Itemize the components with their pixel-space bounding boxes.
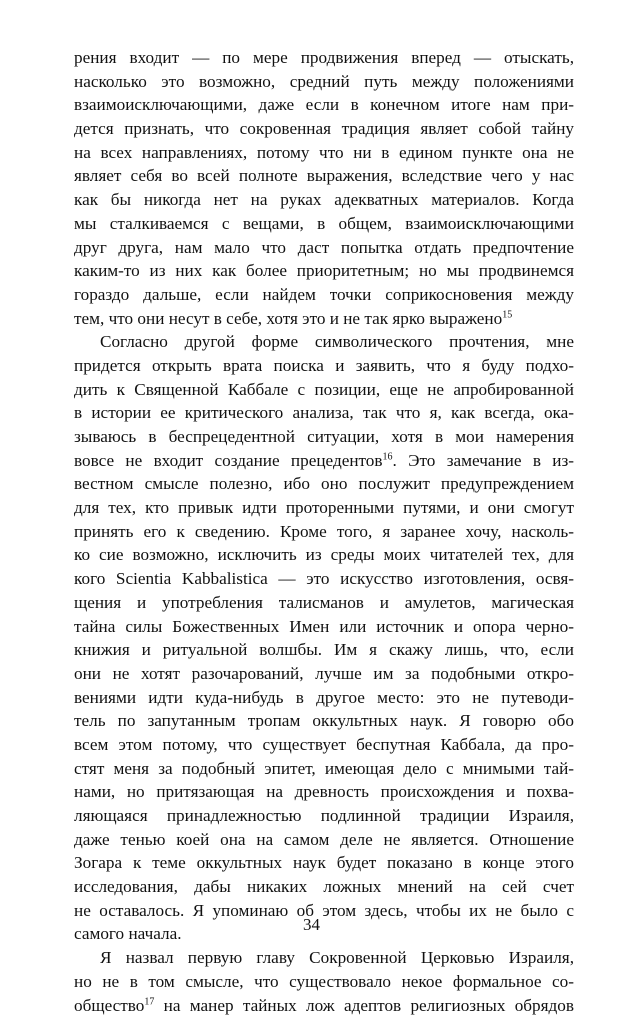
text-line	[74, 994, 574, 1017]
line-text: вовсе не входит создание прецедентов	[74, 451, 383, 470]
text-line	[74, 259, 574, 283]
line-text: тайна силы Божественных Имен или источник и опора черно-	[74, 617, 574, 636]
text-line	[74, 401, 574, 425]
line-text: Зогара к теме оккультных наук будет показано в конце этого	[74, 853, 574, 872]
text-line	[74, 378, 574, 402]
paragraph	[74, 46, 574, 330]
line-text: насколько это возможно, средний путь между положениями	[74, 72, 574, 91]
line-text: друг друга, нам мало что даст попытка отдать предпочтение	[74, 238, 574, 257]
text-line	[74, 615, 574, 639]
footnote-marker: 16	[383, 451, 393, 462]
text-line	[74, 638, 574, 662]
text-line	[74, 164, 574, 188]
line-text: дется признать, что сокровенная традиция являет собой тайну	[74, 119, 574, 138]
line-text: взаимоисключающими, даже если в конечном итоге нам при-	[74, 95, 574, 114]
page-number: 34	[0, 915, 623, 935]
text-line	[74, 591, 574, 615]
line-text-tail: на манер тайных лож адептов религиозных обрядов	[154, 996, 574, 1015]
line-text: Согласно другой форме символического прочтения, мне	[100, 332, 574, 351]
paragraph	[74, 946, 574, 1017]
footnote-marker: 17	[144, 996, 154, 1007]
text-line	[74, 212, 574, 236]
paragraph	[74, 330, 574, 946]
line-text: самого начала.	[74, 924, 182, 943]
text-line	[74, 686, 574, 710]
line-text: вениями идти куда-нибудь в другое место: это не путеводи-	[74, 688, 574, 707]
text-line	[74, 117, 574, 141]
line-text: нами, но притязающая на древность происхождения и похва-	[74, 782, 574, 801]
text-line	[74, 472, 574, 496]
text-line	[74, 354, 574, 378]
text-line	[74, 875, 574, 899]
line-text: в истории ее критического анализа, так что я, как всегда, ока-	[74, 403, 574, 422]
text-line	[74, 449, 574, 473]
line-text: ко сие возможно, исключить из среды моих читателей тех, для	[74, 545, 574, 564]
line-text: зываюсь в беспрецедентной ситуации, хотя в мои намерения	[74, 427, 574, 446]
text-line	[74, 188, 574, 212]
text-line	[74, 307, 574, 331]
text-line	[74, 520, 574, 544]
line-text: даже тенью коей она на самом деле не является. Отношение	[74, 830, 574, 849]
text-line	[74, 93, 574, 117]
text-line	[74, 804, 574, 828]
line-text: не оставалось. Я упоминаю об этом здесь, чтобы их не было с	[74, 901, 574, 920]
text-line	[74, 496, 574, 520]
line-text: тель по запутанным тропам оккультных наук. Я говорю обо	[74, 711, 574, 730]
line-text: рения входит — по мере продвижения вперед — отыскать,	[74, 48, 574, 67]
text-line	[74, 283, 574, 307]
line-text: как бы никогда нет на руках адекватных материалов. Когда	[74, 190, 574, 209]
text-line	[74, 141, 574, 165]
line-text: принять его к сведению. Кроме того, я заранее хочу, насколь-	[74, 522, 574, 541]
text-line	[74, 662, 574, 686]
line-text: на всех направлениях, потому что ни в едином пункте она не	[74, 143, 574, 162]
line-text: мы сталкиваемся с вещами, в общем, взаимоисключающими	[74, 214, 574, 233]
text-line	[74, 70, 574, 94]
text-line	[74, 828, 574, 852]
line-text: являет себя во всей полноте выражения, вследствие чего у нас	[74, 166, 574, 185]
text-line	[74, 780, 574, 804]
text-line	[74, 236, 574, 260]
text-line	[74, 567, 574, 591]
line-text: кого Scientia Kabbalistica — это искусство изготовления, освя-	[74, 569, 574, 588]
text-line	[74, 733, 574, 757]
text-line	[74, 946, 574, 970]
line-text: для тех, кто привык идти проторенными путями, и они смогут	[74, 498, 574, 517]
line-text: каким-то из них как более приоритетным; но мы продвинемся	[74, 261, 574, 280]
line-text: книжия и ритуальной волшбы. Им я скажу лишь, что, если	[74, 640, 574, 659]
text-line	[74, 425, 574, 449]
line-text: ляющаяся принадлежностью подлинной традиции Израиля,	[74, 806, 574, 825]
text-line	[74, 46, 574, 70]
line-text: дить к Священной Каббале с позиции, еще не апробированной	[74, 380, 574, 399]
line-text: всем этом потому, что существует беспутная Каббала, да про-	[74, 735, 574, 754]
text-line	[74, 330, 574, 354]
text-line	[74, 543, 574, 567]
line-text: вестном смысле полезно, ибо оно послужит предупреждением	[74, 474, 574, 493]
line-text: гораздо дальше, если найдем точки соприкосновения между	[74, 285, 574, 304]
text-line	[74, 757, 574, 781]
line-text: стят меня за подобный эпитет, имеющая дело с мнимыми тай-	[74, 759, 574, 778]
line-text-tail: . Это замечание в из-	[393, 451, 574, 470]
text-line	[74, 851, 574, 875]
body-text	[74, 46, 574, 1017]
line-text: Я назвал первую главу Сокровенной Церковью Израиля,	[100, 948, 574, 967]
text-line	[74, 970, 574, 994]
text-line	[74, 709, 574, 733]
line-text: они не хотят разочарований, лучше им за подобными откро-	[74, 664, 574, 683]
line-text: тем, что они несут в себе, хотя это и не так ярко выражено	[74, 309, 502, 328]
line-text: исследования, дабы никаких ложных мнений на сей счет	[74, 877, 574, 896]
line-text: общество	[74, 996, 144, 1015]
footnote-marker: 15	[502, 309, 512, 320]
line-text: но не в том смысле, что существовало некое формальное со-	[74, 972, 574, 991]
line-text: щения и употребления талисманов и амулетов, магическая	[74, 593, 574, 612]
line-text: придется открыть врата поиска и заявить, что я буду подхо-	[74, 356, 574, 375]
